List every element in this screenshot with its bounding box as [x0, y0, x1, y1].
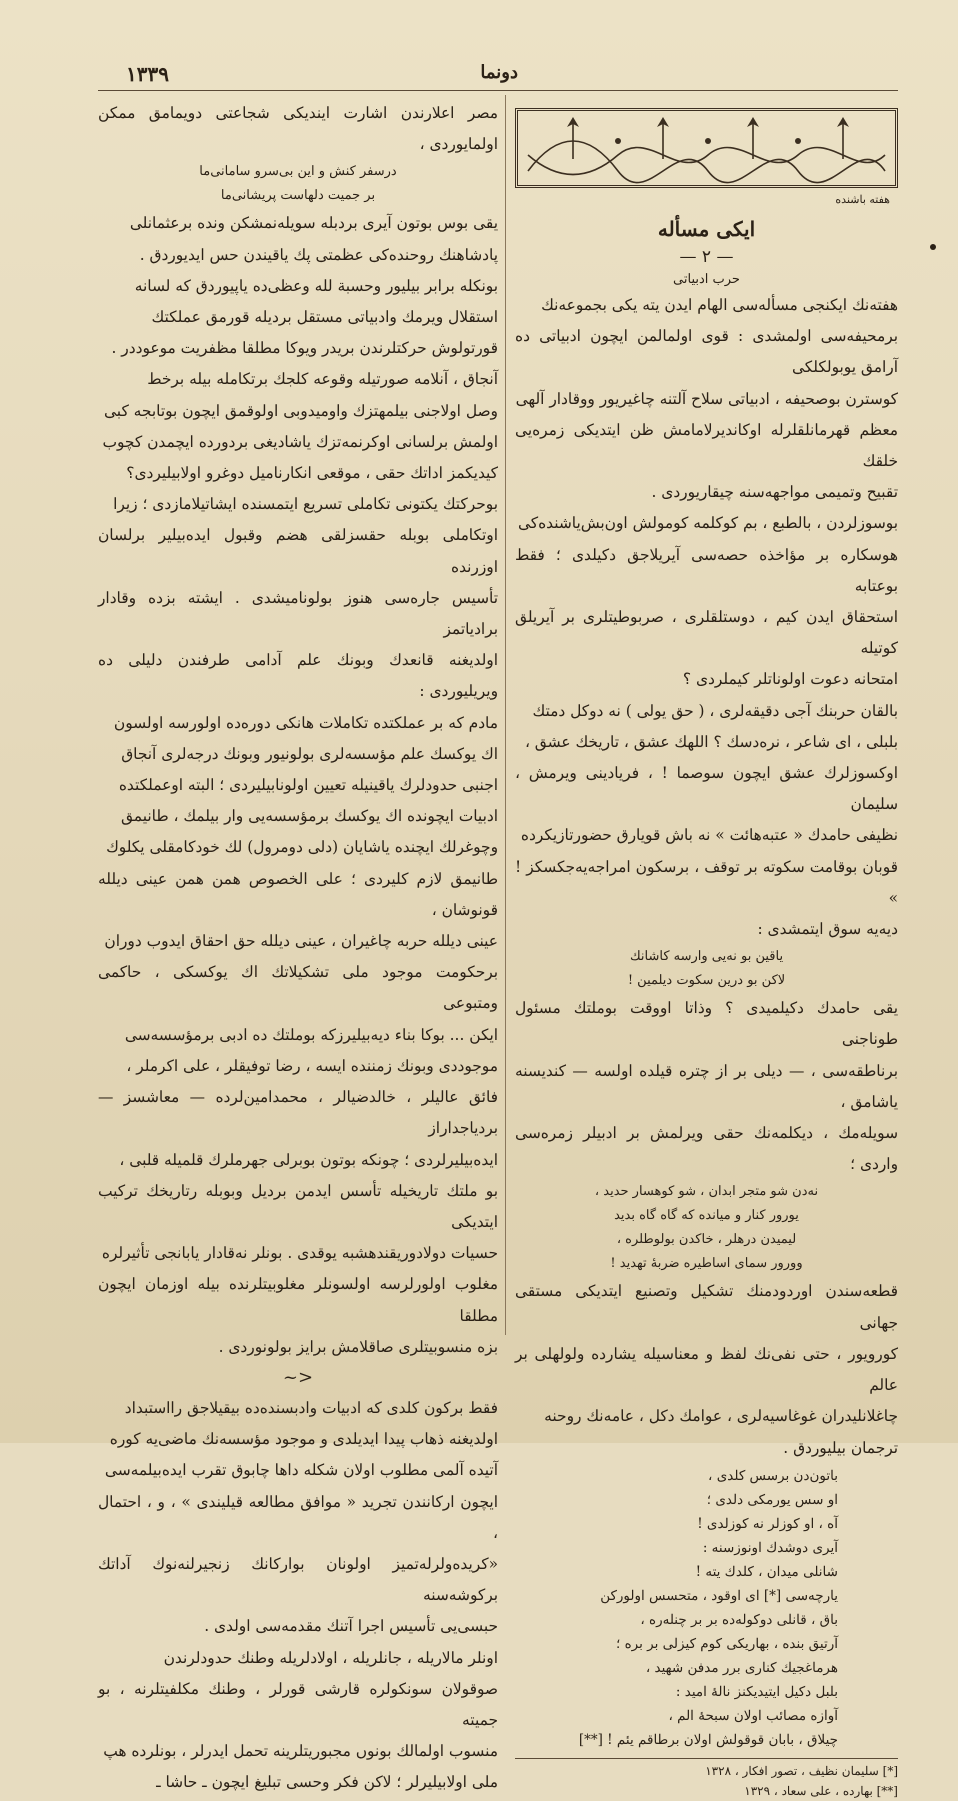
text-line: اك یوکسك علم مؤسسه‌لری بولونیور وبونك درجه‌لری آنجاق — [121, 744, 498, 763]
text-line: ایکن ... بوکا بناء دیه‌بیلیرزکه بوملتك ده ادبی برمؤسسه‌سی — [124, 1025, 498, 1044]
text-line: کورویور ، حتی نفی‌نك لفظ و معناسیله یشارده ولولهلی بر عالم — [515, 1344, 898, 1395]
text-line: آنجاق ، آنلامه صورتیله وقوعه کلجك برتکامله بیله برخط — [147, 370, 498, 389]
footnotes — [515, 1758, 898, 1801]
text-line: عینی دیلله حربه چاغیران ، عینی دیلله حق احقاق ایدوب دوران — [104, 932, 498, 951]
text-line: آتیده آلمی مطلوب اولان شکله داها چابوق تقرب ایده‌بیلمه‌سی — [104, 1461, 498, 1480]
text-line: ترجمان بیلیوردق . — [783, 1438, 898, 1457]
section-separator: ~> — [282, 1366, 314, 1388]
running-header — [98, 62, 898, 90]
text-line: مادم که بر عملکتده تکاملات هانکی دوره‌ده اولورسه اولسون — [113, 713, 498, 732]
ink-blot — [930, 244, 936, 250]
verse-line: یارچه‌سی [*] ای اوقود ، متحسس اولورکن — [600, 1587, 838, 1604]
page-number: ۱۳۳۹ — [126, 62, 169, 86]
text-line: بونکله برابر بیلیور وحسبة لله وعظی‌ده یاپیوردق که لسانه — [134, 276, 498, 295]
text-line: اوتکاملی بوبله حقسزلقی هضم وقبول ایده‌بیلیر برلسان اوزرنده — [98, 526, 498, 576]
text-line: یقی حامدك دکیلمیدی ؟ وذاتا اووقت بوملتك مسئول طوناجنی — [515, 999, 898, 1049]
text-line: حسیات دولادوریقندهشبه یوقدی . بونلر نه‌قادار یابانجی تأثیرلره — [101, 1244, 498, 1263]
text-line: وچوغرلك ایچنده یاشایان (دلی دومرول) لك خودکامقلی یکلوك — [106, 838, 498, 857]
text-line: برمحیفه‌سی اولمشدی : قوی اولمالمن ایچون ادبیاتی ده آرامق یوبولکلکی — [515, 327, 898, 377]
text-line: قطعه‌سندن اوردودمنك تشکیل وتصنیع ایتدیکی مستقی جهانی — [515, 1282, 898, 1332]
left-lines-b — [98, 208, 498, 1363]
text-line: تأسیس جاره‌سی هنوز بولونامیشدی . ایشته بزده وقادار برادیاتمز — [98, 588, 498, 639]
text-line: بو ملتك تاریخیله تأسس ایدمن بردیل وبوبله رتاریخك ترکیب ایتدیکی — [98, 1181, 498, 1231]
footnote: [*] سلیمان نظیف ، تصور افکار ، ۱۳۲۸ — [705, 1763, 898, 1778]
verse-line: بر جمیت دلهاست پریشانی‌ما — [220, 188, 376, 204]
right-column — [515, 98, 898, 1798]
text-line: اوکسوزلرك عشق ایچون سوصما ! ، فریادینی ویرمش ، سلیمان — [515, 764, 898, 814]
text-line: موجوددی وبونك زمننده ایسه ، رضا توفیقلر ، علی اکرملر ، — [126, 1056, 498, 1075]
text-line: «کریده‌ولرله‌تمیز اولونان بوارکانك زنجیرلنه‌نوك آداتك برکوشه‌سنه — [98, 1554, 498, 1605]
text-line: قوبان بوقامت سکوته بر توقف ، برسکون امراجه‌یه‌جکسکز ! » — [515, 857, 898, 907]
verse-line: نه‌دن شو متجر ابدان ، شو کوهسار حدید ، — [594, 1184, 819, 1200]
text-line: مصر اعلارندن اشارت ایندیکی شجاعتی دویمامق ممکن اولمایوردی ، — [98, 104, 498, 154]
decorative-floral-banner — [515, 108, 898, 188]
article-title: ایکی مسأله — [657, 217, 756, 241]
verse-line: یورور کنار و میانده که گاه گاه بدید — [614, 1208, 799, 1224]
verse-line: او سس یورمکی دلدی ؛ — [706, 1491, 838, 1508]
text-line: بزه منسوبیتلری صاقلامش برایز بولونوردی . — [218, 1337, 498, 1356]
text-line: فائق عالیلر ، خالدضیالر ، محمدامین‌لرده — معاشسز — بردیاجداراز — [98, 1088, 498, 1138]
text-line: کوسترن بوصحیفه ، ادبیاتی سلاح آلتنه چاغیریور ووقادار آلهی — [515, 389, 898, 408]
footnote: [**] بهارده ، علی سعاد ، ۱۳۲۹ — [744, 1783, 898, 1798]
right-lines-a — [515, 290, 898, 945]
text-line: هفته‌نك ایکنجی مسأله‌سی الهام ایدن یته یکی بجموعه‌نك — [541, 296, 898, 314]
text-line: معظم قهرمانلقلرله اوکاندیرلامامش ظن ایتدیکی زمره‌یی خلقك — [515, 420, 898, 471]
left-lines-a — [98, 98, 498, 160]
verse-line: آوازه مصائب اولان سبحهٔ الم ، — [668, 1707, 838, 1724]
text-line: طانیمق لازم کلیردی ؛ علی الخصوص همن همن عینی دیلله قونوشان ، — [98, 869, 498, 919]
text-line: پادشاهنك روحنده‌کی عظمتی پك یاقیندن حس ایدیوردق . — [139, 245, 498, 264]
text-line: بلبلی ، ای شاعر ، نره‌دسك ؟ اللهك عشق ، تاریخك عشق ، — [524, 732, 898, 751]
right-lines-b — [515, 993, 898, 1180]
text-line: چاغلانلیدران غوغاسیه‌لری ، عوامك دکل ، عامه‌نك روحنه — [544, 1407, 898, 1426]
verse-line: آیری دوشدك اونوزسنه : — [702, 1539, 838, 1556]
verse-line: شانلی میدان ، کلدك یته ! — [695, 1563, 838, 1580]
text-line: یقی بوس بوتون آیری بردبله سویله‌نمشکن ونده برعثمانلی — [129, 214, 498, 233]
verse-line: آه ، او کوزلر نه کوزلدی ! — [697, 1515, 838, 1532]
text-line: نظیفی حامدك « عتبه‌هائت » نه باش قویارق حضورتازیکرده — [520, 826, 898, 845]
right-lines-c — [515, 1276, 898, 1463]
article-number: — ۲ — — [679, 247, 734, 267]
text-line: ملی اولابیلیرلر ؛ لاکن فکر وحسی تبلیغ ایچون ـ حاشا ـ — [156, 1773, 498, 1792]
text-line: ایده‌بیلیرلردی ؛ چونکه بوتون بوبرلی جهرملرك قلمیله قلبی ، — [119, 1150, 498, 1169]
verse-line: درسفر کنش و این بی‌سرو سامانی‌ما — [199, 164, 397, 180]
right-verse-a — [515, 945, 898, 993]
section-tag: هفته باشنده — [835, 193, 890, 206]
left-lines-c — [98, 1393, 498, 1799]
text-line: هوسکاره بر مؤاخذه حصه‌سی آیریلاجق دکیلدی ؛ فقط بوعتابه — [515, 545, 898, 595]
floral-ornament-icon — [518, 111, 895, 185]
text-line: ادبیات ایچونده اك یوکسك برمؤسسه‌یی وار بیلمك ، طانیمق — [120, 807, 498, 826]
text-line: بوسوزلردن ، بالطبع ، بم کوکلمه کومولش اون‌بش‌یاشنده‌کی — [517, 514, 898, 533]
right-verse-b — [515, 1180, 898, 1276]
verse-line: آرتیق بنده ، بهاریکی کوم کیزلی بر بره ؛ — [616, 1635, 838, 1652]
verse-line: لیمیدن درهلر ، خاکدن بولوطلره ، — [616, 1232, 797, 1248]
text-line: حبسی‌یی تأسیس اجرا آتنك مقدمه‌سی اولدی . — [204, 1617, 498, 1636]
text-line: اجنبی حدودلرك یاقینیله تعیین اولونابیلیردی ؛ البته اوعملکتده — [118, 776, 498, 795]
verse-line: یاقین بو نه‌یی وارسه کاشانك — [629, 949, 784, 965]
text-line: اونلر مالاریله ، جانلریله ، اولادلریله وطنك حدودلرندن — [163, 1648, 498, 1667]
text-line: بالقان حربنك آجی دقیقه‌لری ، ( حق یولی ) نه دوکل دمتك — [532, 701, 898, 720]
verse-line: بلبل دکیل ایتیدیکنز نالهٔ امید : — [675, 1683, 838, 1700]
verse-line: لاکن بو درین سکوت دیلمین ! — [627, 973, 786, 989]
text-line: اولدیغنه ذهاب پیدا ایدیلدی و موجود مؤسسه‌نك ماضی‌یه کوره — [109, 1430, 498, 1449]
text-line: تقبیح وتمیمی مواجهه‌سنه چیقاریوردی . — [651, 483, 898, 502]
text-line: استقلال ویرمك وادبیاتی مستقل بردیله قورمق عملکتك — [151, 308, 498, 327]
verse-line: هرماغجیك کناری برر مدفن شهید ، — [645, 1659, 838, 1676]
verse-line: باتون‌دن برسس کلدی ، — [708, 1467, 838, 1484]
text-line: مغلوب اولورلرسه اولسونلر مغلوبیتلرنده بیله اوزمان ایچون مطلقا — [98, 1275, 498, 1325]
column-divider — [505, 95, 506, 1335]
text-line: اولمش برلسانی اوکرنمه‌تزك یاشادیغی بردورده ایچمدن کچوب — [102, 432, 498, 451]
text-line: دیه‌یه سوق ایتمشدی : — [757, 920, 898, 939]
right-verse-c — [515, 1464, 898, 1752]
verse-line: وورور سمای اساطیره ضربهٔ تهدید ! — [610, 1256, 803, 1272]
left-column — [98, 98, 498, 1792]
text-line: وصل اولاجنی بیلمهتزك واومیدوبی اولوقمق ایچون بوتابجه کبی — [103, 401, 498, 420]
text-line: فقط برکون کلدی که ادبیات وادبسنده‌ده بیقیلاجق رااستبداد — [124, 1398, 498, 1417]
journal-name: دونما — [480, 62, 518, 83]
text-line: استحقاق ایدن کیم ، دوستلقلری ، صربوطیتلری بر آیریلق کوتیله — [515, 608, 898, 658]
article-subtitle: حرب ادبیاتی — [673, 272, 740, 287]
text-line: صوقولان سونکولره قارشی قورلر ، وطنك مکلفیتلرنه ، بو جمیته — [98, 1679, 498, 1729]
text-line: ایچون ارکانندن تجرید « موافق مطالعه قیلیندی » ، و ، احتمال ، — [98, 1492, 498, 1542]
text-line: سویله‌مك ، دیکلمه‌نك حقی ویرلمش بر ادبیلر زمره‌سی واردی ؛ — [515, 1124, 898, 1174]
text-line: امتحانه دعوت اولوناتلر کیملردی ؟ — [682, 670, 898, 689]
verse-line: چیلاق ، بابان قوقولش اولان برطاقم یئم ! [**] — [578, 1731, 838, 1748]
text-line: اولدیغنه قانعدك وبونك علم آدامی طرفندن دلیلی ده ویریلیوردی : — [98, 651, 498, 701]
verse-line: باق ، قانلی دوکوله‌ده بر بر چنله‌ره ، — [640, 1611, 838, 1628]
text-line: برحکومت موجود ملی تشکیلاتك اك یوکسکی ، حاکمی ومتبوعی — [98, 963, 498, 1013]
header-rule — [98, 90, 898, 91]
text-line: منسوب اولمالك بونوں مجبوریتلرینه تحمل ایدرلر ، بونلرده هپ — [103, 1742, 498, 1761]
text-line: کیدیکمز اداتك حقی ، موقعی انکارنامیل دوغرو اولابیلیردی؟ — [126, 464, 498, 483]
left-verse-a — [98, 160, 498, 208]
text-line: قورتولوش حرکتلرندن بریدر ویوکا مطلقا مظفریت موعوددر . — [111, 339, 498, 358]
text-line: برناطقه‌سی ، — دیلی بر از چتره قیلده اولسه — کندیسنه یاشامق ، — [515, 1061, 898, 1111]
text-line: بوحرکتك یکتونی تکاملی تسریع ایتمسنده ایشاتیلامازدی ؛ زیرا — [113, 495, 498, 514]
